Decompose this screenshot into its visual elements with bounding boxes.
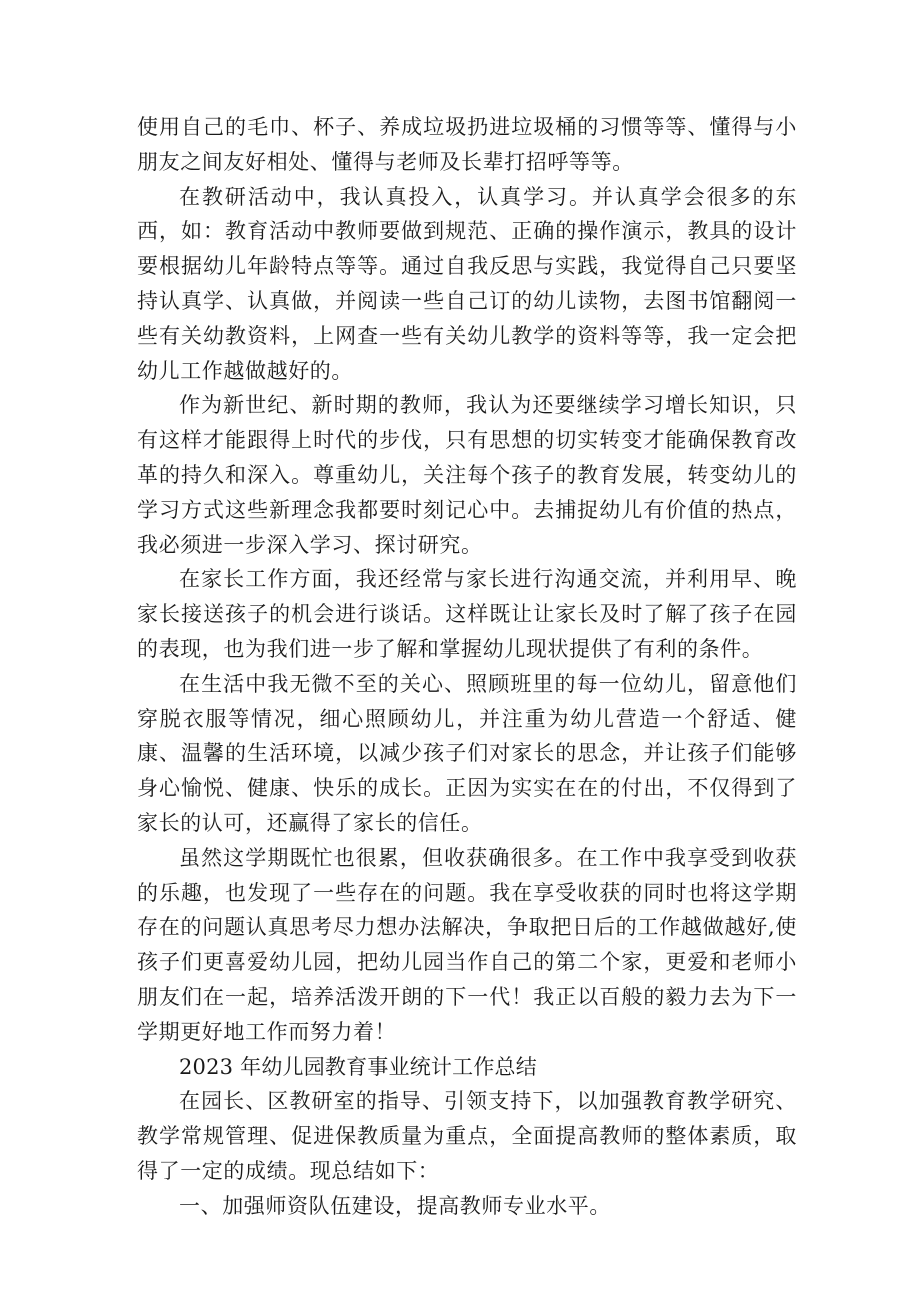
paragraph-parent-work: 在家长工作方面，我还经常与家长进行沟通交流，并利用早、晚家长接送孩子的机会进行谈话。这样既让让家长及时了解了孩子在园的表现，也为我们进一步了解和掌握幼儿现状提供了有利的条件。: [137, 567, 797, 661]
paragraph-new-era-teacher: 作为新世纪、新时期的教师，我认为还要继续学习增长知识，只有这样才能跟得上时代的步伐，只有思想的切实转变才能确保教育改革的持久和深入。尊重幼儿，关注每个孩子的教育发展，转变幼儿的学习方式这些新理念我都要时刻记心中。去捕捉幼儿有价值的热点，我必须进一步深入学习、探讨研究。: [137, 393, 797, 557]
paragraph-continued: 使用自己的毛巾、杯子、养成垃圾扔进垃圾桶的习惯等等、懂得与小朋友之间友好相处、懂得与老师及长辈打招呼等等。: [137, 115, 797, 174]
paragraph-intro: 在园长、区教研室的指导、引领支持下，以加强教育教学研究、教学常规管理、促进保教质量为重点，全面提高教师的整体素质，取得了一定的成绩。现总结如下：: [137, 1089, 797, 1183]
document-body: [137, 110, 797, 1224]
paragraph-teaching-research: 在教研活动中，我认真投入，认真学习。并认真学会很多的东西，如：教育活动中教师要做到规范、正确的操作演示，教具的设计要根据幼儿年龄特点等等。通过自我反思与实践，我觉得自己只要坚持认真学、认真做，并阅读一些自己订的幼儿读物，去图书馆翻阅一些有关幼教资料，上网查一些有关幼儿教学的资料等等，我一定会把幼儿工作越做越好的。: [137, 184, 797, 383]
paragraph-semester-summary: 虽然这学期既忙也很累，但收获确很多。在工作中我享受到收获的乐趣，也发现了一些存在的问题。我在享受收获的同时也将这学期存在的问题认真思考尽力想办法解决，争取把日后的工作越做越好,使孩子们更喜爱幼儿园，把幼儿园当作自己的第二个家，更爱和老师小朋友们在一起，培养活泼开朗的下一代！我正以百般的毅力去为下一学期更好地工作而努力着！: [137, 845, 797, 1044]
section-title: 2023 年幼儿园教育事业统计工作总结: [179, 1054, 537, 1079]
subheading: 一、加强师资队伍建设，提高教师专业水平。: [179, 1193, 611, 1218]
paragraph-daily-care: 在生活中我无微不至的关心、照顾班里的每一位幼儿，留意他们穿脱衣服等情况，细心照顾幼儿，并注重为幼儿营造一个舒适、健康、温馨的生活环境，以减少孩子们对家长的思念，并让孩子们能够身心愉悦、健康、快乐的成长。正因为实实在在的付出，不仅得到了家长的认可，还赢得了家长的信任。: [137, 671, 797, 835]
